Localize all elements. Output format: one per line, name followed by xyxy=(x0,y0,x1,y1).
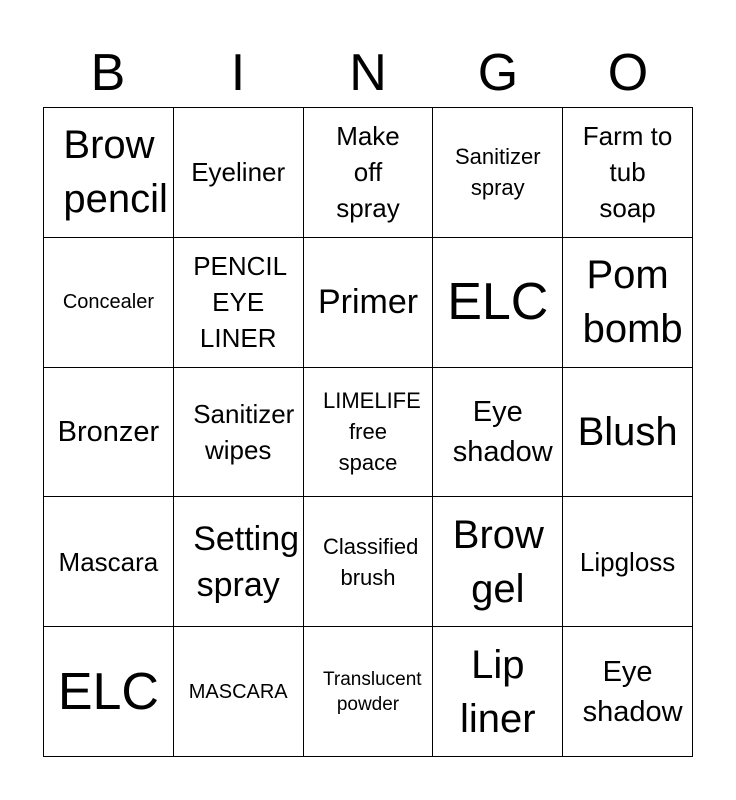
bingo-cell-r5-c3[interactable] xyxy=(304,627,434,757)
cell-text: Sanitizer wipes xyxy=(193,398,295,465)
bingo-cell-r5-c4[interactable] xyxy=(433,627,563,757)
cell-text: Eye shadow xyxy=(582,655,683,728)
header-letter-g: G xyxy=(477,44,519,102)
bingo-cell-r2-c3[interactable] xyxy=(304,238,434,368)
cell-text: Make off spray xyxy=(336,121,400,224)
cell-text: LIMELIFE free space xyxy=(322,388,421,476)
cell-text: Brow gel xyxy=(452,512,544,611)
bingo-cell-r1-c3[interactable] xyxy=(304,108,434,238)
bingo-cell-r2-c5[interactable] xyxy=(563,238,693,368)
bingo-cell-r1-c4[interactable] xyxy=(433,108,563,238)
header-letter-o: O xyxy=(607,44,649,102)
bingo-cell-r3-c1[interactable] xyxy=(44,368,174,498)
cell-text: Lipgloss xyxy=(579,546,676,577)
bingo-header xyxy=(43,40,693,106)
cell-text: Brow pencil xyxy=(63,123,168,222)
header-letter-n: N xyxy=(349,44,387,102)
bingo-cell-r5-c2[interactable] xyxy=(174,627,304,757)
cell-text: Pom bomb xyxy=(582,253,683,352)
bingo-cell-r4-c3[interactable] xyxy=(304,497,434,627)
cell-text: Bronzer xyxy=(57,415,160,448)
bingo-cell-r5-c1[interactable] xyxy=(44,627,174,757)
cell-text: Mascara xyxy=(58,546,159,577)
bingo-cell-r1-c2[interactable] xyxy=(174,108,304,238)
bingo-cell-r4-c2[interactable] xyxy=(174,497,304,627)
cell-text: Sanitizer spray xyxy=(454,144,541,201)
cell-text: Concealer xyxy=(62,291,154,314)
cell-text: Eye shadow xyxy=(452,395,553,468)
cell-text: Eyeliner xyxy=(191,157,286,188)
cell-text: Blush xyxy=(577,409,678,454)
cell-text: PENCIL EYE LINER xyxy=(193,251,288,354)
cell-text: Primer xyxy=(317,283,419,322)
cell-text: Setting spray xyxy=(193,519,300,604)
cell-text: ELC xyxy=(447,273,549,332)
bingo-cell-r4-c5[interactable] xyxy=(563,497,693,627)
bingo-cell-r2-c2[interactable] xyxy=(174,238,304,368)
bingo-cell-r5-c5[interactable] xyxy=(563,627,693,757)
bingo-cell-r4-c1[interactable] xyxy=(44,497,174,627)
header-letter-i: I xyxy=(230,44,246,102)
bingo-board xyxy=(43,107,693,757)
cell-text: Translucent powder xyxy=(322,668,422,715)
bingo-cell-r3-c3[interactable] xyxy=(304,368,434,498)
bingo-cell-r1-c5[interactable] xyxy=(563,108,693,238)
cell-text: Classified brush xyxy=(322,533,419,590)
bingo-cell-r2-c1[interactable] xyxy=(44,238,174,368)
bingo-cell-r4-c4[interactable] xyxy=(433,497,563,627)
cell-text: ELC xyxy=(57,662,159,721)
bingo-cell-r3-c5[interactable] xyxy=(563,368,693,498)
bingo-cell-r3-c4[interactable] xyxy=(433,368,563,498)
bingo-cell-r1-c1[interactable] xyxy=(44,108,174,238)
bingo-cell-r3-c2[interactable] xyxy=(174,368,304,498)
header-letter-b: B xyxy=(90,44,126,102)
cell-text: Farm to tub soap xyxy=(582,121,673,224)
bingo-cell-r2-c4[interactable] xyxy=(433,238,563,368)
cell-text: Lip liner xyxy=(459,642,536,741)
cell-text: MASCARA xyxy=(188,680,288,703)
